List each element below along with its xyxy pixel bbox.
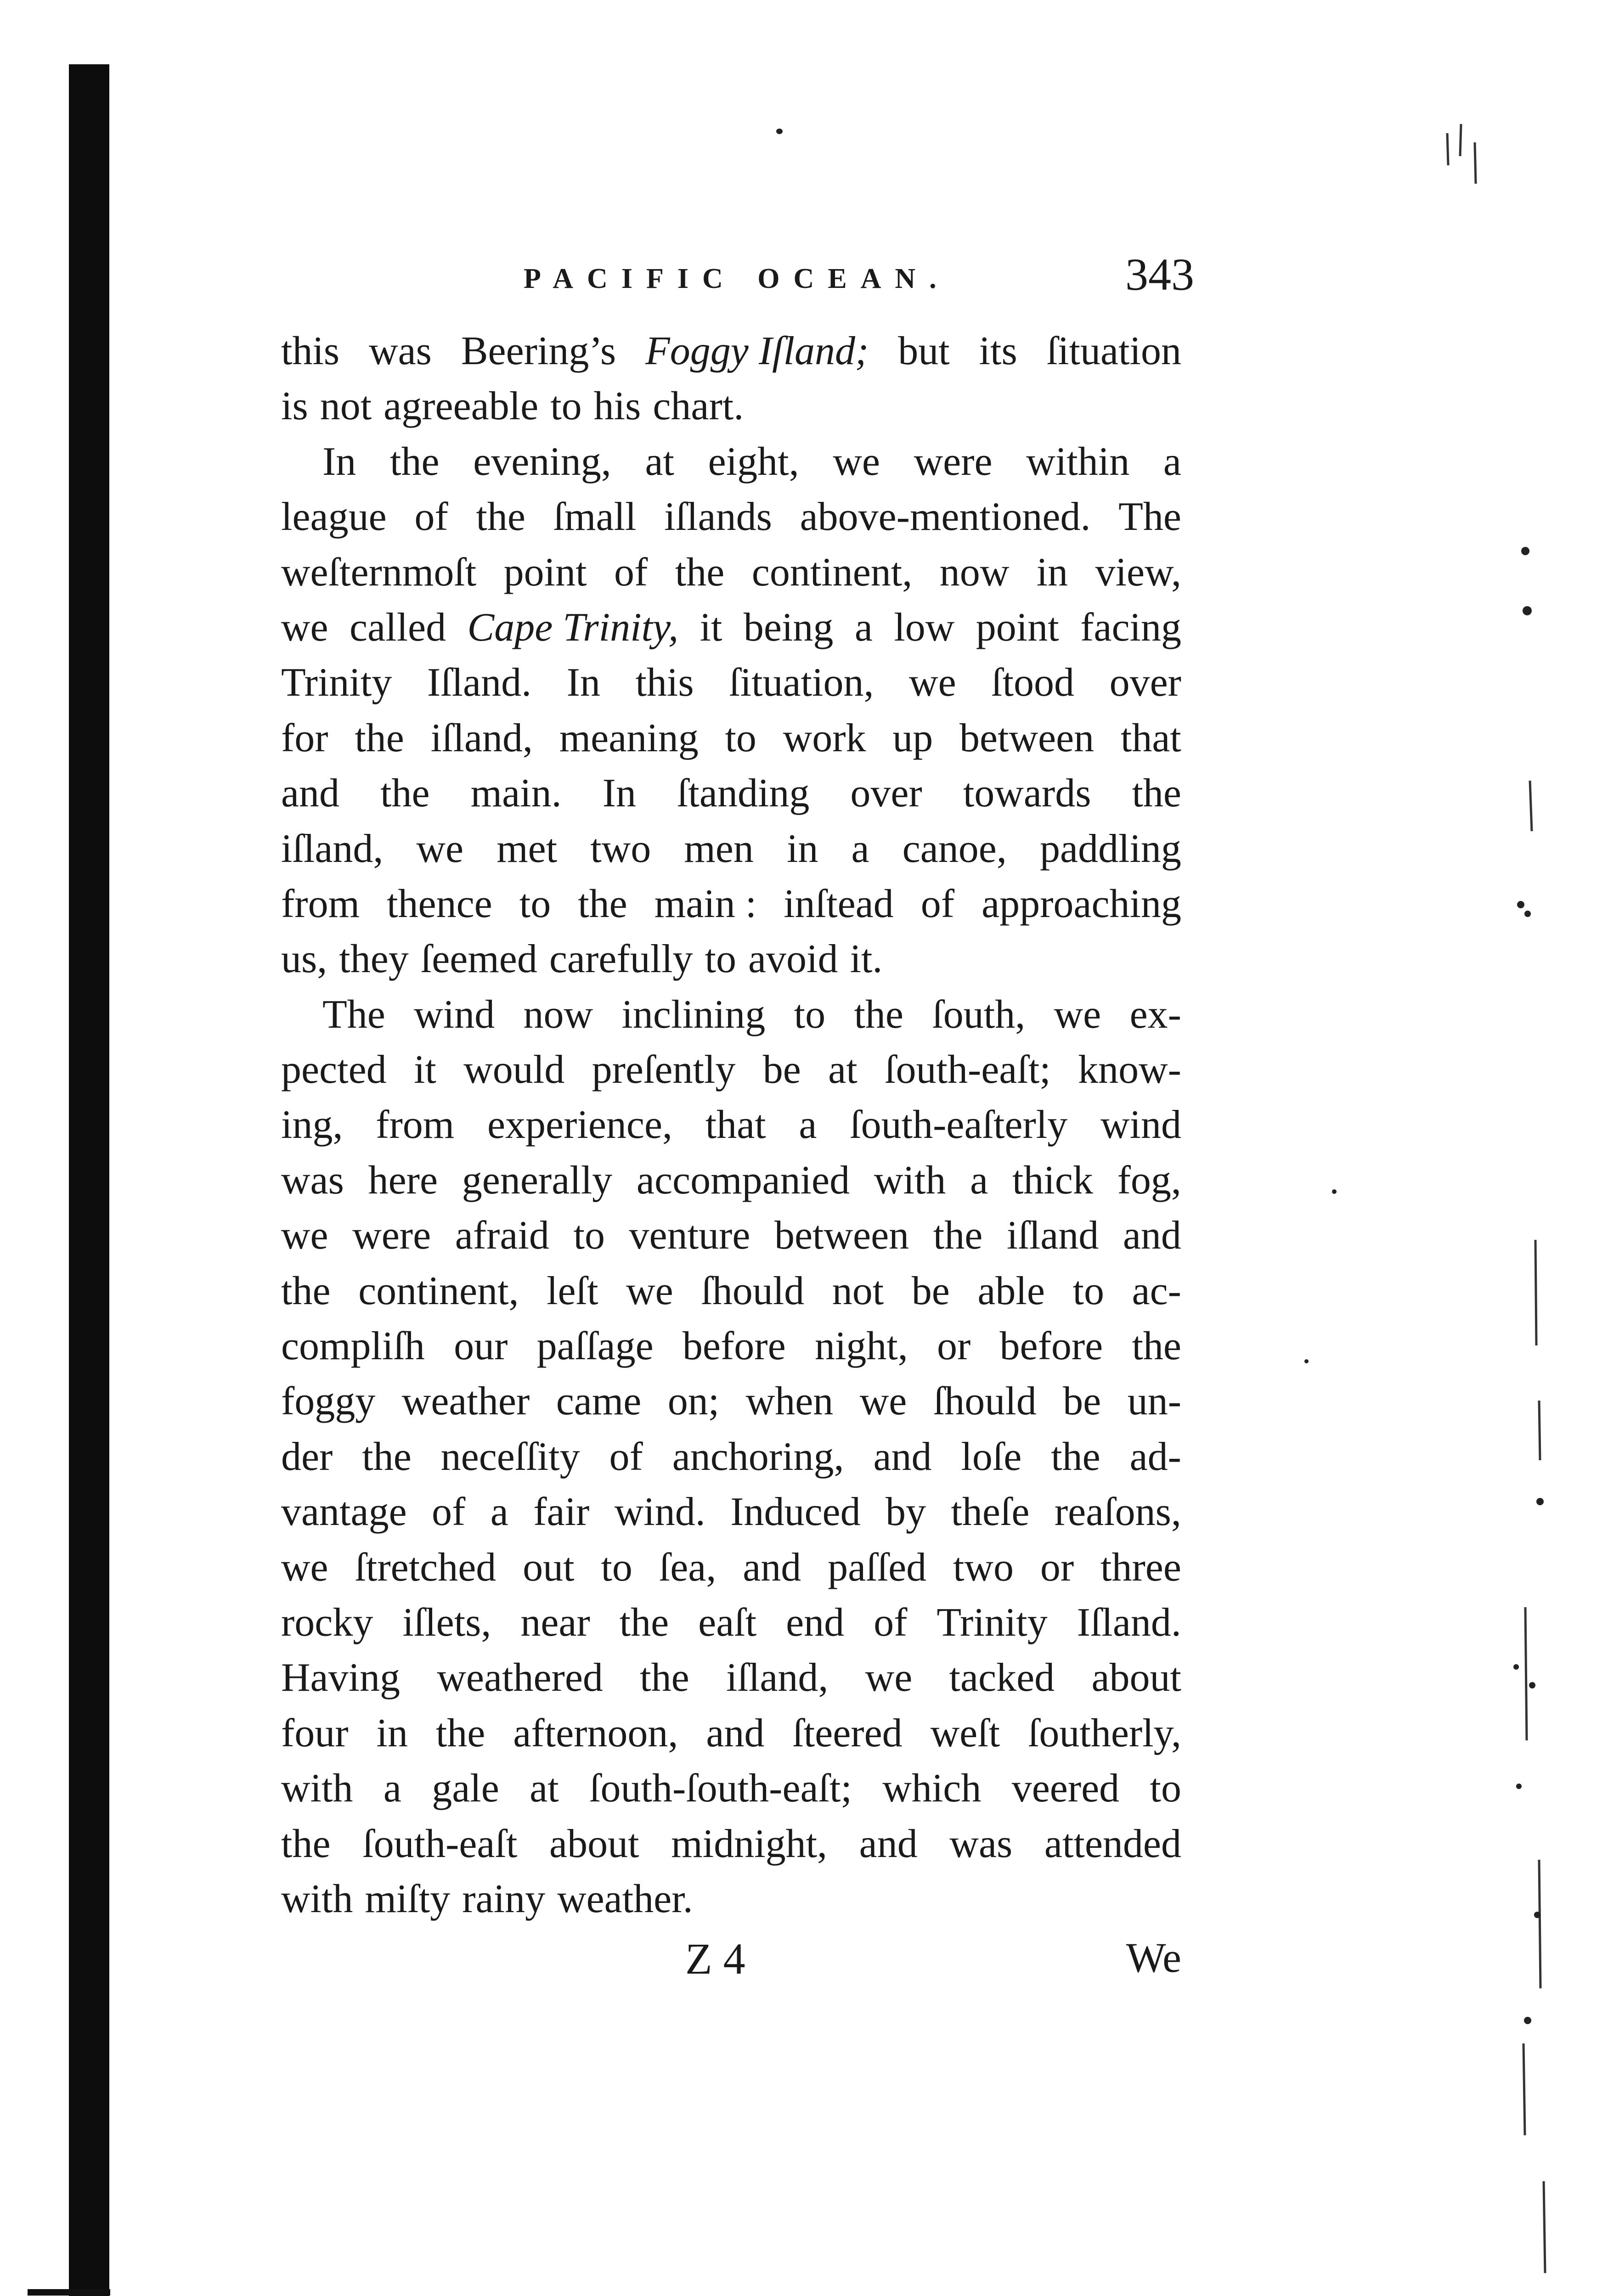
running-head	[276, 248, 1194, 312]
text-word: its	[979, 329, 1017, 373]
text-word: was	[949, 1821, 1013, 1866]
text-word: a	[383, 1766, 401, 1811]
text-word: from	[281, 881, 360, 926]
text-word: that	[705, 1103, 766, 1148]
text-word: within	[1026, 439, 1130, 484]
text-word: weathered	[437, 1655, 603, 1700]
text-word: the	[1132, 771, 1181, 816]
text-line	[281, 1817, 1181, 1872]
text-word: out	[523, 1545, 575, 1590]
page-edge-scan-noise	[1433, 115, 1608, 2296]
text-word: and	[1123, 1213, 1181, 1258]
text-word: iſland,	[726, 1655, 829, 1700]
text-word: approaching	[982, 881, 1181, 926]
text-word: we	[865, 1655, 913, 1700]
text-word: ſtanding	[677, 771, 810, 816]
text-word: of	[920, 881, 955, 926]
text-word: venture	[629, 1213, 750, 1258]
text-word: towards	[963, 771, 1091, 816]
text-word: weather	[401, 1379, 530, 1424]
text-word: fair	[533, 1490, 590, 1535]
text-word: would	[463, 1047, 565, 1092]
text-word: chart.	[653, 384, 744, 429]
text-word: near	[520, 1600, 590, 1645]
text-word: reaſons,	[1054, 1490, 1181, 1535]
text-word: generally	[462, 1158, 613, 1203]
text-word: we	[833, 439, 880, 484]
text-word: we	[416, 826, 464, 871]
text-word: the	[435, 1711, 485, 1756]
text-word: agreeable	[384, 384, 539, 429]
text-line	[281, 711, 1181, 766]
text-word: the	[390, 439, 440, 484]
text-word: but	[898, 329, 950, 373]
text-word: we	[281, 605, 328, 650]
text-word: carefully	[549, 937, 693, 982]
text-line	[281, 490, 1181, 545]
text-line	[281, 379, 1181, 434]
text-line	[281, 1706, 1181, 1761]
text-word: by	[885, 1490, 926, 1535]
text-line	[281, 987, 1181, 1042]
text-word: at	[828, 1047, 858, 1092]
text-word: un-	[1127, 1379, 1181, 1424]
text-word: three	[1100, 1545, 1181, 1590]
text-word: ſouth-eaſt;	[885, 1047, 1051, 1092]
text-word: the	[933, 1213, 983, 1258]
text-word: vantage	[281, 1490, 407, 1535]
text-word: to	[550, 384, 582, 429]
text-word: now	[523, 992, 593, 1037]
text-word: this	[281, 329, 340, 373]
text-word: a	[851, 826, 869, 871]
text-word: midnight,	[671, 1821, 828, 1866]
text-word: ſtood	[991, 660, 1075, 705]
text-word: compliſh	[281, 1324, 425, 1369]
text-word: to	[1150, 1766, 1181, 1811]
text-word: the	[1132, 1324, 1181, 1369]
text-word: Iſland.	[1077, 1600, 1181, 1645]
text-line	[281, 655, 1181, 710]
text-word: with	[281, 1766, 353, 1811]
signature-mark: Z 4	[685, 1934, 745, 1983]
text-word: four	[281, 1711, 349, 1756]
text-word: point	[976, 605, 1059, 650]
text-word: rainy	[462, 1876, 546, 1921]
ink-speck	[776, 129, 783, 134]
text-word: iſland,	[430, 715, 533, 760]
text-word: be	[1063, 1379, 1101, 1424]
text-word: that	[1120, 715, 1181, 760]
text-word: and	[743, 1545, 801, 1590]
text-line	[281, 1540, 1181, 1595]
text-word: for	[281, 715, 328, 760]
text-line	[281, 1042, 1181, 1097]
text-word: a	[1163, 439, 1181, 484]
text-word: of	[432, 1490, 466, 1535]
text-word: Iſland.	[427, 660, 532, 705]
text-word: ſteered	[792, 1711, 903, 1756]
text-word: a	[854, 605, 873, 650]
text-word: and	[706, 1711, 765, 1756]
text-word: not	[320, 384, 372, 429]
text-word: at	[645, 439, 674, 484]
text-word: Beering’s	[461, 329, 616, 373]
text-word: over	[850, 771, 922, 816]
text-word: from	[376, 1103, 455, 1148]
text-word: the	[281, 1268, 331, 1313]
text-word: paſſage	[536, 1324, 654, 1369]
text-word: ſhould	[933, 1379, 1037, 1424]
text-word: eaſt	[698, 1600, 757, 1645]
text-word: evening,	[473, 439, 611, 484]
text-word: continent,	[751, 550, 913, 595]
text-word: the	[619, 1600, 669, 1645]
text-word: thence	[387, 881, 492, 926]
text-word: before	[682, 1324, 786, 1369]
text-word: be	[762, 1047, 801, 1092]
body-text	[281, 324, 1181, 1927]
text-line	[281, 1650, 1181, 1705]
ink-speck	[1332, 1189, 1337, 1194]
text-word: it	[700, 605, 722, 650]
text-word: of	[614, 550, 648, 595]
text-word: we	[909, 660, 956, 705]
text-word: Trinity	[281, 660, 392, 705]
text-word: ſmall	[553, 495, 637, 540]
text-word: Trinity	[937, 1600, 1048, 1645]
text-word: In	[602, 771, 636, 816]
text-word: neceſſity	[440, 1434, 580, 1479]
text-word: were	[914, 439, 993, 484]
text-word: not	[832, 1268, 884, 1313]
text-word: were	[352, 1213, 431, 1258]
text-word: meaning	[559, 715, 699, 760]
text-word: two	[590, 826, 651, 871]
text-word: before	[999, 1324, 1103, 1369]
text-word: to	[794, 992, 826, 1037]
text-word: ac-	[1132, 1268, 1181, 1313]
text-word: ſhould	[701, 1268, 805, 1313]
text-line	[281, 932, 1181, 987]
text-line	[281, 600, 1181, 655]
text-word: fog,	[1117, 1158, 1181, 1203]
text-word: Having	[281, 1655, 401, 1700]
text-word: theſe	[951, 1490, 1030, 1535]
text-word: tacked	[949, 1655, 1055, 1700]
text-word: wind.	[614, 1490, 705, 1535]
text-word: experience,	[487, 1103, 672, 1148]
running-title: PACIFIC OCEAN.	[524, 263, 950, 294]
text-word: work	[783, 715, 866, 760]
text-word: accompanied	[636, 1158, 850, 1203]
text-word: anchoring,	[672, 1434, 844, 1479]
text-word: ſituation	[1046, 329, 1181, 373]
text-word: the	[476, 495, 525, 540]
text-word: ſtretched	[355, 1545, 497, 1590]
text-word: it.	[850, 937, 883, 982]
text-word: Foggy Iſland;	[645, 329, 869, 373]
text-word: ſituation,	[729, 660, 874, 705]
text-word: able	[977, 1268, 1045, 1313]
text-word: ſeemed	[420, 937, 537, 982]
binding-edge-foot	[28, 2289, 110, 2296]
text-word: being	[743, 605, 834, 650]
text-word: in	[1036, 550, 1068, 595]
text-word: leſt	[547, 1268, 598, 1313]
text-word: the	[362, 1434, 412, 1479]
text-word: was	[369, 329, 432, 373]
text-line	[281, 1097, 1181, 1153]
text-word: the	[281, 1821, 331, 1866]
text-word: Induced	[730, 1490, 861, 1535]
text-word: ſea,	[659, 1545, 717, 1590]
text-word: between	[774, 1213, 909, 1258]
text-word: above-mentioned.	[800, 495, 1091, 540]
text-word: now	[939, 550, 1010, 595]
text-line	[281, 1485, 1181, 1540]
page-number: 343	[1125, 249, 1194, 300]
text-line	[281, 1153, 1181, 1208]
text-word: called	[350, 605, 446, 650]
text-word: about	[549, 1821, 639, 1866]
text-word: which	[882, 1766, 982, 1811]
text-word: In	[322, 439, 356, 484]
text-word: be	[911, 1268, 950, 1313]
text-word: in	[376, 1711, 408, 1756]
text-word: the	[640, 1655, 689, 1700]
text-word: ing,	[281, 1103, 343, 1148]
text-word: at	[530, 1766, 559, 1811]
text-word: or	[937, 1324, 971, 1369]
text-word: wind	[1100, 1103, 1181, 1148]
text-line	[281, 1429, 1181, 1485]
text-word: miſty	[365, 1876, 451, 1921]
text-line	[281, 1374, 1181, 1429]
text-word: foggy	[281, 1379, 376, 1424]
text-word: ſouth,	[932, 992, 1026, 1037]
text-word: his	[593, 384, 641, 429]
text-word: we	[281, 1545, 328, 1590]
text-word: preſently	[592, 1047, 736, 1092]
ink-speck	[1304, 1359, 1309, 1363]
text-line	[281, 434, 1181, 490]
text-word: paddling	[1039, 826, 1181, 871]
text-word: was	[281, 1158, 344, 1203]
text-word: iſlets,	[402, 1600, 491, 1645]
text-word: of	[414, 495, 448, 540]
text-word: avoid	[748, 937, 838, 982]
text-word: the	[1051, 1434, 1100, 1479]
text-word: weather.	[557, 1876, 693, 1921]
text-word: to	[519, 881, 551, 926]
text-word: here	[368, 1158, 438, 1203]
text-word: iſland,	[281, 826, 384, 871]
text-word: to	[601, 1545, 632, 1590]
text-word: the	[355, 715, 404, 760]
text-word: iſlands	[664, 495, 772, 540]
text-word: came	[556, 1379, 642, 1424]
text-word: point	[503, 550, 587, 595]
text-word: canoe,	[902, 826, 1007, 871]
text-word: when	[745, 1379, 834, 1424]
text-word: the	[675, 550, 725, 595]
text-word: know-	[1078, 1047, 1181, 1092]
text-word: wind	[414, 992, 495, 1037]
text-word: we	[1054, 992, 1101, 1037]
text-word: and	[873, 1434, 932, 1479]
text-word: weſternmoſt	[281, 550, 477, 595]
text-word: is	[281, 384, 308, 429]
text-word: this	[635, 660, 694, 705]
text-word: on;	[667, 1379, 720, 1424]
text-word: pected	[281, 1047, 387, 1092]
catchword: We	[1126, 1934, 1181, 1981]
text-line	[281, 1761, 1181, 1816]
text-word: afraid	[455, 1213, 549, 1258]
text-word: and	[281, 771, 340, 816]
text-word: over	[1109, 660, 1181, 705]
text-word: inſtead	[784, 881, 894, 926]
text-word: we	[626, 1268, 673, 1313]
text-line	[281, 324, 1181, 379]
text-word: ſoutherly,	[1027, 1711, 1181, 1756]
text-word: The	[322, 992, 385, 1037]
text-word: ad-	[1129, 1434, 1181, 1479]
text-word: inclining	[621, 992, 766, 1037]
text-line	[281, 877, 1181, 932]
text-word: met	[497, 826, 558, 871]
text-line	[281, 1319, 1181, 1374]
text-word: ſouth-ſouth-eaſt;	[589, 1766, 852, 1811]
text-word: up	[892, 715, 933, 760]
text-line	[281, 1872, 1181, 1927]
text-word: to	[1072, 1268, 1104, 1313]
text-word: iſland	[1006, 1213, 1099, 1258]
text-word: league	[281, 495, 387, 540]
text-word: us,	[281, 937, 327, 982]
text-word: night,	[814, 1324, 908, 1369]
text-word: men	[684, 826, 754, 871]
text-word: two	[953, 1545, 1014, 1590]
text-word: rocky	[281, 1600, 373, 1645]
text-word: we	[281, 1213, 328, 1258]
text-word: Cape Trinity,	[467, 605, 679, 650]
text-word: loſe	[961, 1434, 1022, 1479]
text-word: thick	[1012, 1158, 1093, 1203]
text-word: ſouth-eaſt	[362, 1821, 518, 1866]
text-word: to	[573, 1213, 605, 1258]
text-word: with	[281, 1876, 353, 1921]
text-word: the	[578, 881, 627, 926]
text-word: der	[281, 1434, 333, 1479]
text-line	[281, 822, 1181, 877]
text-word: main :	[654, 881, 757, 926]
text-word: the	[380, 771, 430, 816]
text-word: they	[339, 937, 409, 982]
text-word: a	[490, 1490, 508, 1535]
text-word: between	[959, 715, 1095, 760]
text-word: a	[799, 1103, 817, 1148]
text-line	[281, 1264, 1181, 1319]
text-line	[281, 1208, 1181, 1263]
text-word: eight,	[708, 439, 799, 484]
text-word: In	[566, 660, 600, 705]
text-word: it	[413, 1047, 436, 1092]
text-word: in	[786, 826, 818, 871]
text-word: the	[854, 992, 903, 1037]
text-word: ſouth-eaſterly	[850, 1103, 1068, 1148]
text-word: The	[1118, 495, 1181, 540]
binding-edge	[69, 64, 109, 2296]
text-word: or	[1040, 1545, 1074, 1590]
text-word: low	[894, 605, 955, 650]
text-word: end	[786, 1600, 845, 1645]
text-word: weſt	[930, 1711, 1000, 1756]
text-word: afternoon,	[513, 1711, 678, 1756]
text-word: about	[1091, 1655, 1181, 1700]
text-line	[281, 545, 1181, 600]
text-word: we	[859, 1379, 907, 1424]
text-word: a	[970, 1158, 988, 1203]
text-word: of	[874, 1600, 908, 1645]
page-footer	[281, 1933, 1181, 1993]
text-word: paſſed	[828, 1545, 927, 1590]
text-word: continent,	[358, 1268, 519, 1313]
text-word: veered	[1011, 1766, 1120, 1811]
text-word: attended	[1044, 1821, 1181, 1866]
text-word: facing	[1080, 605, 1181, 650]
text-line	[281, 1595, 1181, 1650]
text-word: and	[859, 1821, 918, 1866]
text-word: with	[874, 1158, 946, 1203]
text-word: to	[725, 715, 756, 760]
text-word: gale	[432, 1766, 499, 1811]
text-word: ex-	[1129, 992, 1181, 1037]
text-line	[281, 766, 1181, 821]
text-word: main.	[470, 771, 562, 816]
text-word: to	[705, 937, 736, 982]
text-word: view,	[1095, 550, 1181, 595]
text-word: our	[454, 1324, 508, 1369]
text-word: of	[609, 1434, 643, 1479]
